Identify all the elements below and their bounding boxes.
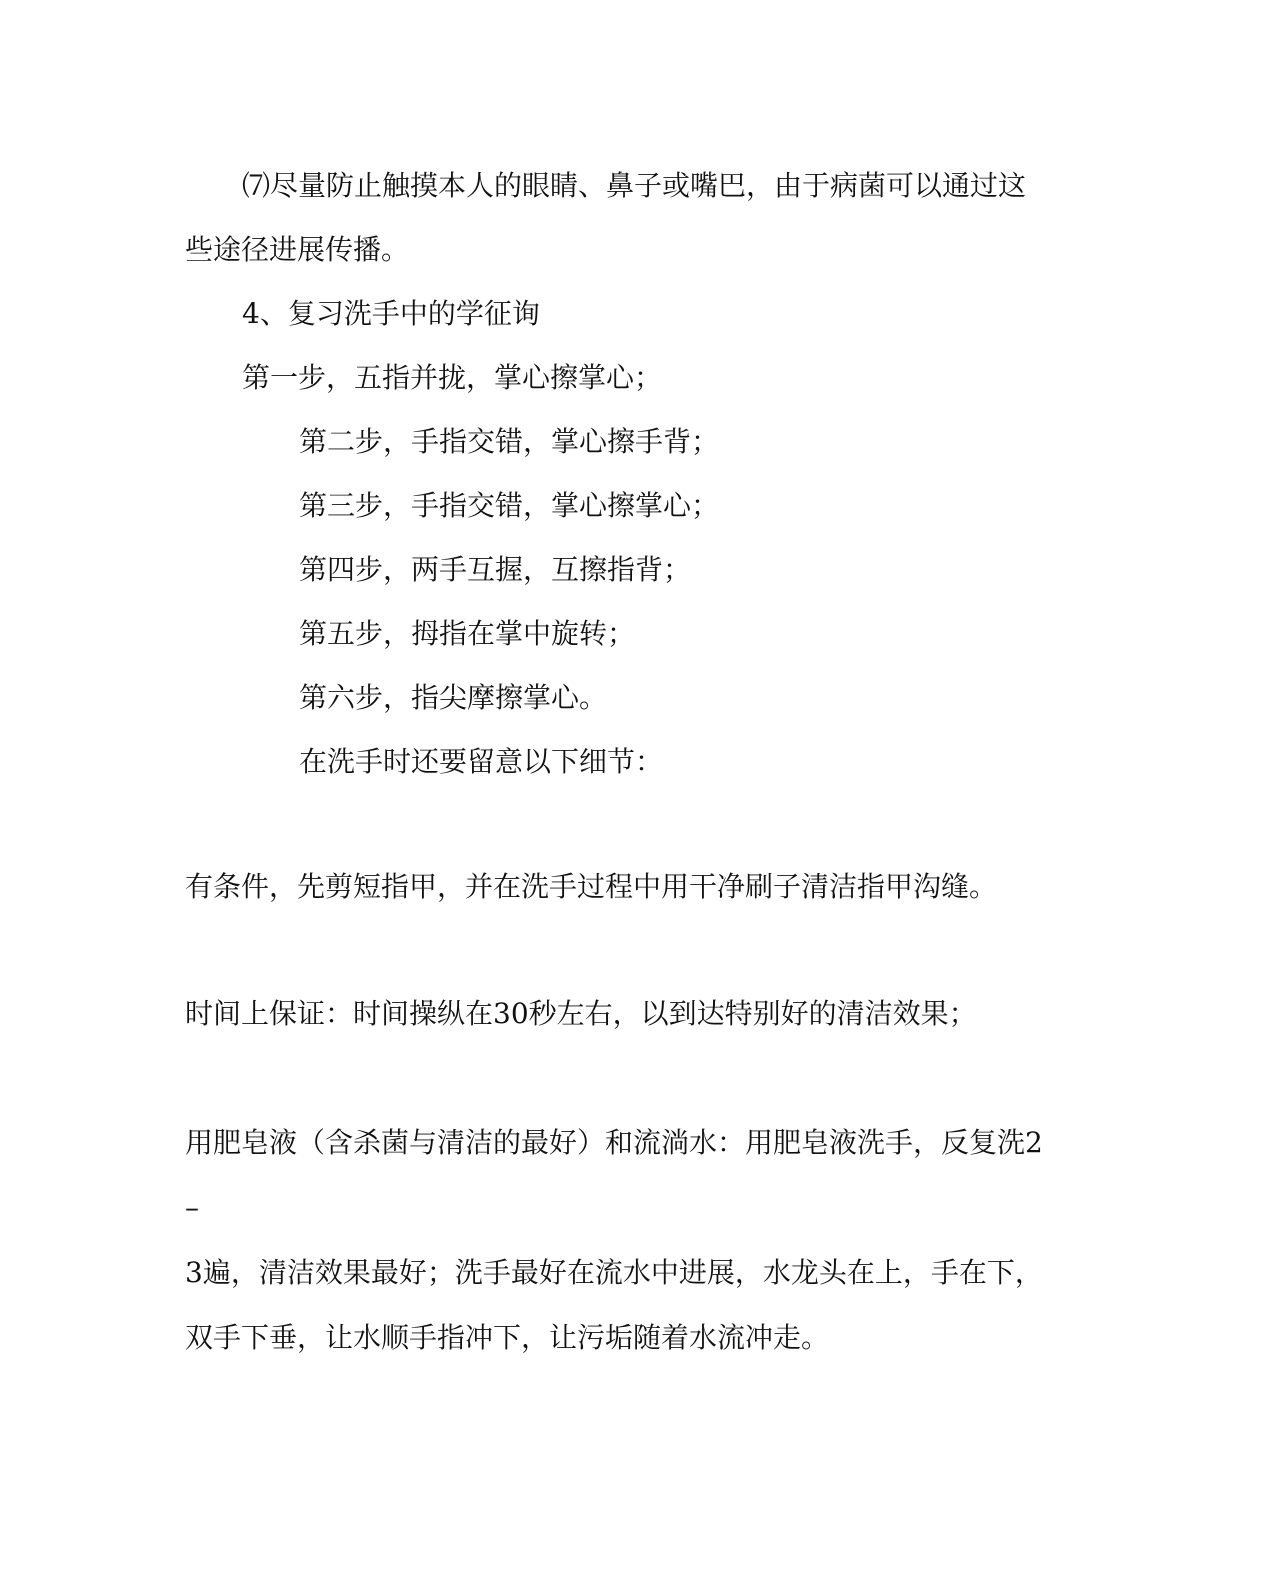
- paragraph-line-2: 些途径进展传播。: [185, 233, 410, 266]
- paragraph-line-1: ⑺尽量防止触摸本人的眼睛、鼻子或嘴巴，由于病菌可以通过这: [242, 169, 1027, 202]
- detail-time: 时间上保证：时间操纵在30秒左右，以到达特别好的清洁效果；: [185, 997, 977, 1030]
- step-5: 第五步，拇指在掌中旋转；: [299, 617, 636, 650]
- detail-soap-line-1: 用肥皂液（含杀菌与清洁的最好）和流淌水：用肥皂液洗手，反复洗2: [185, 1126, 1043, 1159]
- detail-soap-line-3: 双手下垂，让水顺手指冲下，让污垢随着水流冲走。: [185, 1321, 830, 1354]
- step-3: 第三步，手指交错，掌心擦掌心；: [299, 489, 720, 522]
- detail-soap-line-2: 3遍，清洁效果最好；洗手最好在流水中进展，水龙头在上，手在下，: [185, 1256, 1043, 1289]
- detail-nails: 有条件，先剪短指甲，并在洗手过程中用干净刷子清洁指甲沟缝。: [185, 870, 998, 903]
- step-1: 第一步，五指并拢，掌心擦掌心；: [242, 361, 663, 394]
- step-2: 第二步，手指交错，掌心擦手背；: [299, 425, 720, 458]
- detail-soap-dash: –: [185, 1191, 199, 1224]
- step-6: 第六步，指尖摩擦掌心。: [299, 681, 608, 714]
- section-heading: 4、复习洗手中的学征询: [242, 297, 540, 330]
- step-4: 第四步，两手互握，互擦指背；: [299, 553, 692, 586]
- details-intro: 在洗手时还要留意以下细节：: [299, 745, 664, 778]
